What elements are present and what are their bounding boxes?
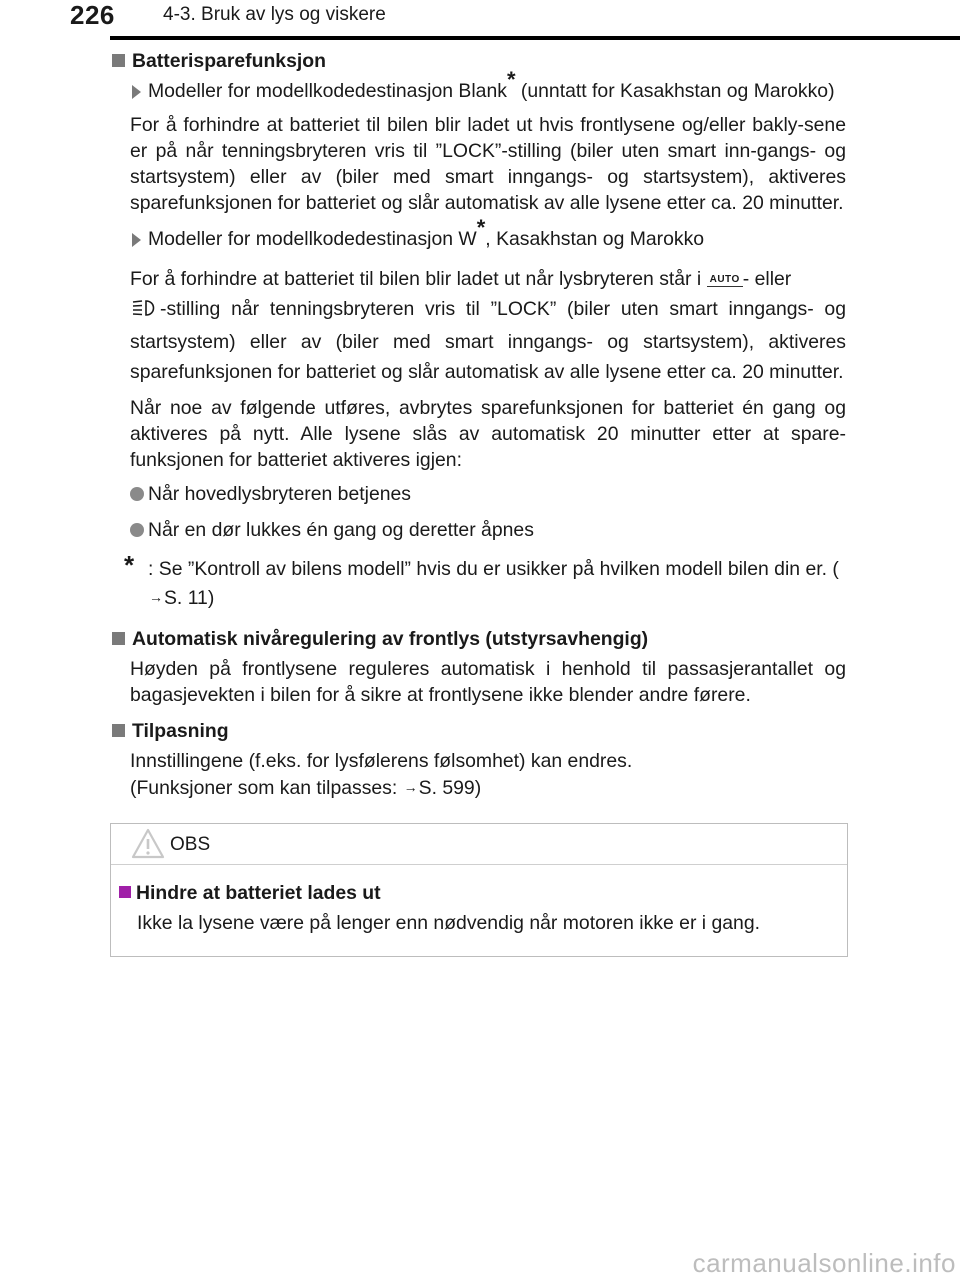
- section-customization-title: Tilpasning: [110, 718, 846, 744]
- chapter-title: 4-3. Bruk av lys og viskere: [163, 4, 386, 25]
- obs-text: Ikke la lysene være på lenger enn nødvendig når motoren ikke er i gang.: [137, 912, 761, 934]
- page-reference-link[interactable]: S. 11): [164, 587, 215, 609]
- circle-bullet-icon: [130, 523, 144, 537]
- obs-header: [111, 824, 847, 865]
- obs-body: [119, 880, 833, 936]
- section-levelling-title: Automatisk nivåregulering av frontlys (utstyrsavhengig): [110, 626, 846, 652]
- square-bullet-icon: [119, 886, 131, 898]
- subheading-blank-models: Modeller for modellkodedestinasjon Blank* (unntatt for Kasakhstan og Marokko): [110, 78, 846, 104]
- triangle-bullet-icon: [132, 233, 141, 247]
- list-item: Når hovedlysbryteren betjenes: [110, 481, 846, 507]
- footnote: * : Se ”Kontroll av bilens modell” hvis du er usikker på hvilken modell bilen din er. (→S. 11): [124, 550, 839, 609]
- square-bullet-icon: [112, 632, 125, 645]
- list-item: Når en dør lukkes én gang og deretter åpnes: [110, 517, 846, 543]
- page-header: [0, 0, 960, 36]
- arrow-right-icon: →: [149, 589, 163, 605]
- footnote-asterisk: *: [124, 550, 135, 580]
- main-content: [110, 46, 846, 801]
- obs-notice-box: [110, 823, 848, 957]
- watermark: carmanualsonline.info: [692, 1248, 956, 1278]
- circle-bullet-icon: [130, 487, 144, 501]
- square-bullet-icon: [112, 724, 125, 737]
- subheading-w-models: Modeller for modellkodedestinasjon W*, Kasakhstan og Marokko: [110, 226, 846, 252]
- arrow-right-icon: →: [403, 779, 418, 795]
- page-number: 226: [70, 0, 115, 30]
- paragraph-levelling: Høyden på frontlysene reguleres automatisk i henhold til passasjerantallet og bagasjevekten i bilen for å sikre at frontlysene ikke blender andre førere.: [130, 658, 846, 706]
- page-reference-link[interactable]: S. 599): [418, 777, 482, 799]
- obs-label: OBS: [170, 834, 211, 855]
- paragraph-blank-models: For å forhindre at batteriet til bilen blir ladet ut hvis frontlysene og/eller bakly-sene er på når tenningsbryteren vris til ”LOCK”-stilling (biler uten smart inn-gangs- og startsystem) eller av (biler med smart inngangs- og startsystem), aktiveres sparefunksjonen for batteriet og slår automatisk av alle lysene etter ca. 20 minutter.: [130, 114, 846, 214]
- triangle-bullet-icon: [132, 85, 141, 99]
- paragraph-customization: Innstillingene (f.eks. for lysfølerens følsomhet) kan endres. (Funksjoner som kan tilpasses: →S. 599): [130, 750, 633, 799]
- headlight-icon: [130, 297, 160, 327]
- square-bullet-icon: [112, 54, 125, 67]
- paragraph-w-models: For å forhindre at batteriet til bilen blir ladet ut når lysbryteren står i AUTO - eller -stilling når tenningsbryteren vris til ”LOCK” (biler uten smart inngangs- og startsystem) eller av (biler med smart inngangs- og startsystem), aktiveres sparefunksjonen for batteriet og slår automatisk av alle lysene etter ca. 20 minutter.: [130, 268, 846, 383]
- section-batterisparefunksjon-title: Batterisparefunksjon: [110, 48, 846, 74]
- warning-triangle-icon: [131, 828, 165, 865]
- auto-headlight-icon: AUTO: [707, 274, 743, 287]
- obs-title: Hindre at batteriet lades ut: [119, 880, 833, 906]
- header-rule: [110, 36, 960, 40]
- paragraph-resume: Når noe av følgende utføres, avbrytes sparefunksjonen for batteriet én gang og aktiveres på nytt. Alle lysene slås av automatisk 20 minutter etter at spare-funksjonen for batteriet aktiveres igjen:: [130, 397, 846, 471]
